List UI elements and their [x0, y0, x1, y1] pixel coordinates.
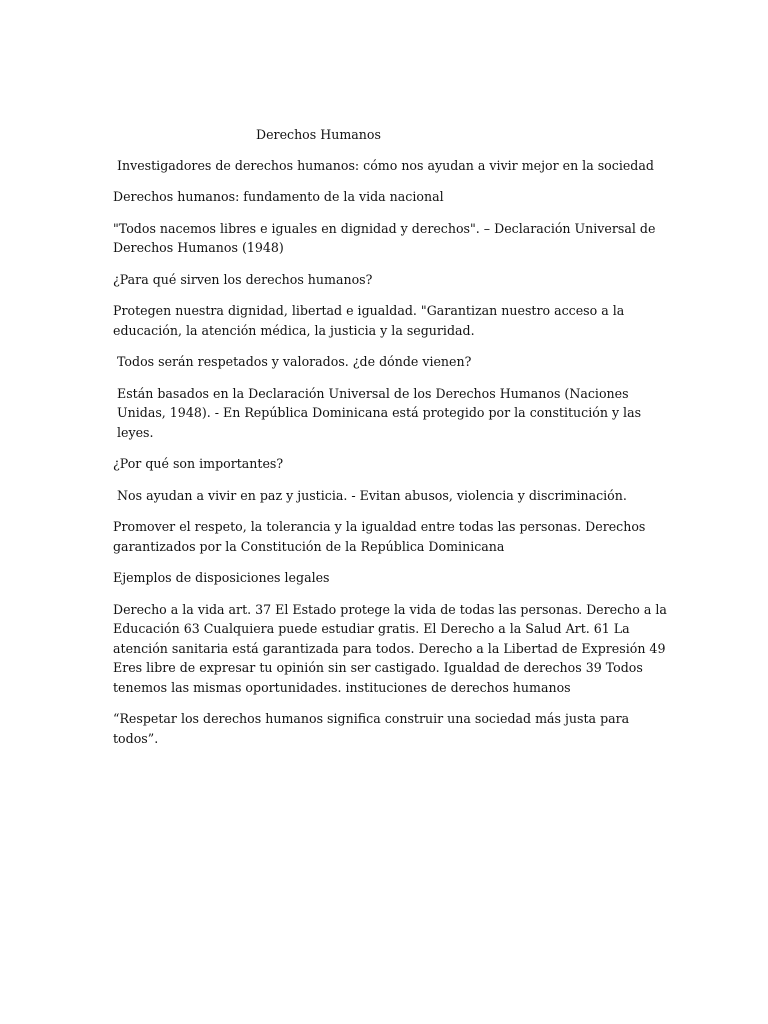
- paragraph-5: Protegen nuestra dignidad, libertad e igualdad. "Garantizan nuestro acceso a la educación, la atención médica, la justicia y la seguridad.: [113, 303, 625, 338]
- paragraph-3: "Todos nacemos libres e iguales en dignidad y derechos". – Declaración Universal de Derechos Humanos (1948): [113, 220, 656, 255]
- paragraph-9: Nos ayudan a vivir en paz y justicia. - Evitan abusos, violencia y discriminación.: [117, 487, 627, 503]
- paragraph-10: Promover el respeto, la tolerancia y la igualdad entre todas las personas. Derechos garantizados por la Constitución de la República Dominicana: [113, 519, 646, 554]
- paragraph-6: Todos serán respetados y valorados. ¿de dónde vienen?: [117, 354, 472, 369]
- paragraph-2: Derechos humanos: fundamento de la vida nacional: [113, 189, 444, 204]
- document-body: [113, 125, 669, 760]
- document-title: Derechos Humanos: [256, 127, 381, 142]
- paragraph-1: Investigadores de derechos humanos: cómo nos ayudan a vivir mejor en la sociedad: [117, 157, 654, 173]
- paragraph-4: ¿Para qué sirven los derechos humanos?: [113, 271, 373, 287]
- paragraph-8: ¿Por qué son importantes?: [113, 456, 284, 471]
- paragraph-11: Ejemplos de disposiciones legales: [113, 570, 330, 585]
- paragraph-13: “Respetar los derechos humanos significa construir una sociedad más justa para todos”.: [113, 711, 630, 746]
- paragraph-12: Derecho a la vida art. 37 El Estado protege la vida de todas las personas. Derecho a la Educación 63 Cualquiera puede estudiar gratis. El Derecho a la Salud Art. 61 La atención sanitaria está garantizada para todos. Derecho a la Libertad de Expresión 49 Eres libre de expresar tu opinión sin ser castigado. Igualdad de derechos 39 Todos tenemos las mismas oportunidades. instituciones de derechos humanos: [113, 601, 667, 695]
- paragraph-7: Están basados en la Declaración Universal de los Derechos Humanos (Naciones Unidas, 1948). - En República Dominicana está protegido por la constitución y las leyes.: [117, 385, 642, 440]
